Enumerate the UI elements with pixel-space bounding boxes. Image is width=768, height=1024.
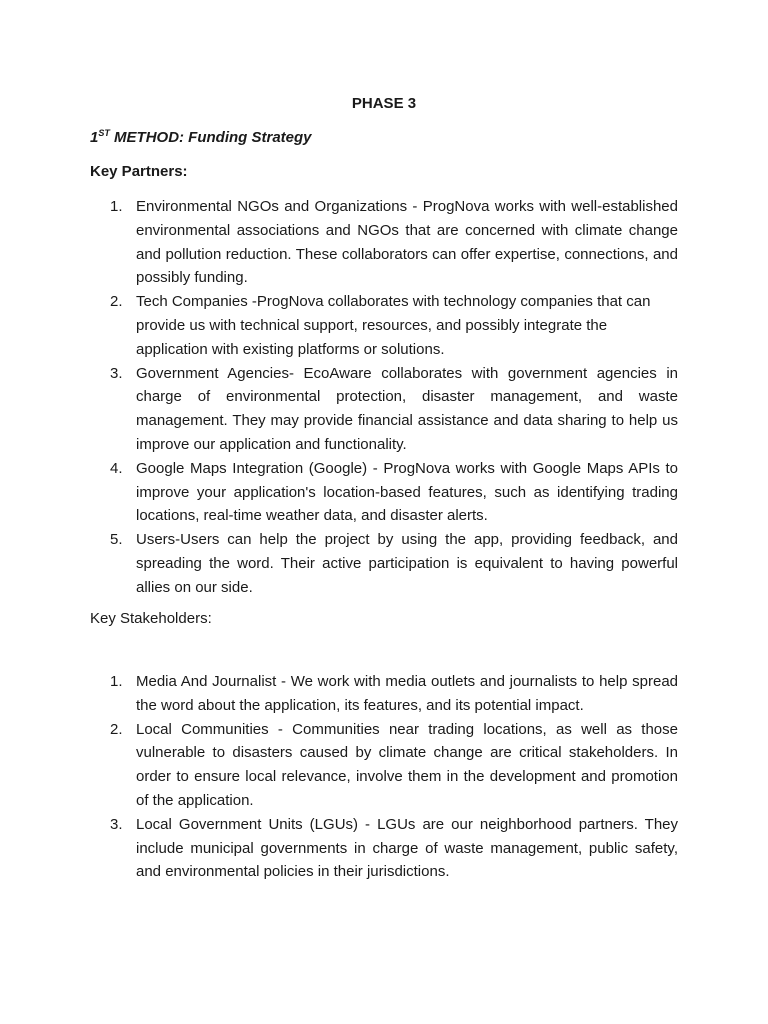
- page-title: PHASE 3: [351, 95, 417, 112]
- list-item: [90, 718, 678, 813]
- list-item-text: Local Government Units (LGUs) - LGUs are our neighborhood partners. They include municipal governments in charge of waste management, public safety, and environmental policies in their jurisdictions.: [136, 815, 678, 881]
- key-stakeholders-list: [90, 670, 678, 884]
- list-item-text: Media And Journalist - We work with media outlets and journalists to help spread the word about the application, its features, and its potential impact.: [136, 673, 678, 714]
- list-item: [90, 362, 678, 457]
- method-ordinal-suffix: ST: [98, 128, 110, 138]
- key-partners-heading: Key Partners:: [90, 163, 188, 180]
- method-heading: [90, 128, 312, 148]
- list-item: [90, 290, 678, 361]
- list-item-text: Users-Users can help the project by using the app, providing feedback, and spreading the word. Their active participation is equivalent to having powerful allies on our side.: [136, 531, 678, 596]
- list-item: [90, 813, 678, 884]
- list-item-text: Government Agencies- EcoAware collaborates with government agencies in charge of environmental protection, disaster management, and waste management. They may provide financial assistance and data sharing to help us improve our application and functionality.: [136, 364, 678, 453]
- list-item-number: 1.: [110, 198, 123, 215]
- list-item: [90, 457, 678, 528]
- list-item-text: Google Maps Integration (Google) - ProgNova works with Google Maps APIs to improve your application's location-based features, such as identifying trading locations, real-time weather data, and disaster alerts.: [136, 459, 678, 525]
- list-item-number: 2.: [110, 720, 123, 738]
- list-item-text: Local Communities - Communities near trading locations, as well as those vulnerable to disasters caused by climate change are critical stakeholders. In order to ensure local relevance, involve them in the development and promotion of the application.: [136, 720, 678, 809]
- list-item: [90, 195, 678, 290]
- list-item-number: 5.: [110, 531, 123, 549]
- list-item: [90, 528, 678, 599]
- list-item-number: 3.: [110, 364, 123, 382]
- list-item: [90, 670, 678, 718]
- key-stakeholders-heading: Key Stakeholders:: [90, 610, 212, 627]
- list-item-number: 2.: [110, 293, 123, 311]
- key-partners-list: [90, 195, 678, 600]
- list-item-text: Environmental NGOs and Organizations - ProgNova works with well-established environmental associations and NGOs that are concerned with climate change and pollution reduction. These collaborators can offer expertise, connections, and possibly funding.: [136, 198, 678, 287]
- list-item-number: 4.: [110, 459, 123, 477]
- list-item-number: 3.: [110, 815, 123, 833]
- list-item-text: Tech Companies -ProgNova collaborates with technology companies that can provide us with technical support, resources, and possibly integrate the application with existing platforms or solutions.: [136, 293, 651, 358]
- method-title: METHOD: Funding Strategy: [109, 129, 312, 146]
- method-ordinal-number: 1: [90, 129, 99, 146]
- list-item-number: 1.: [110, 673, 123, 690]
